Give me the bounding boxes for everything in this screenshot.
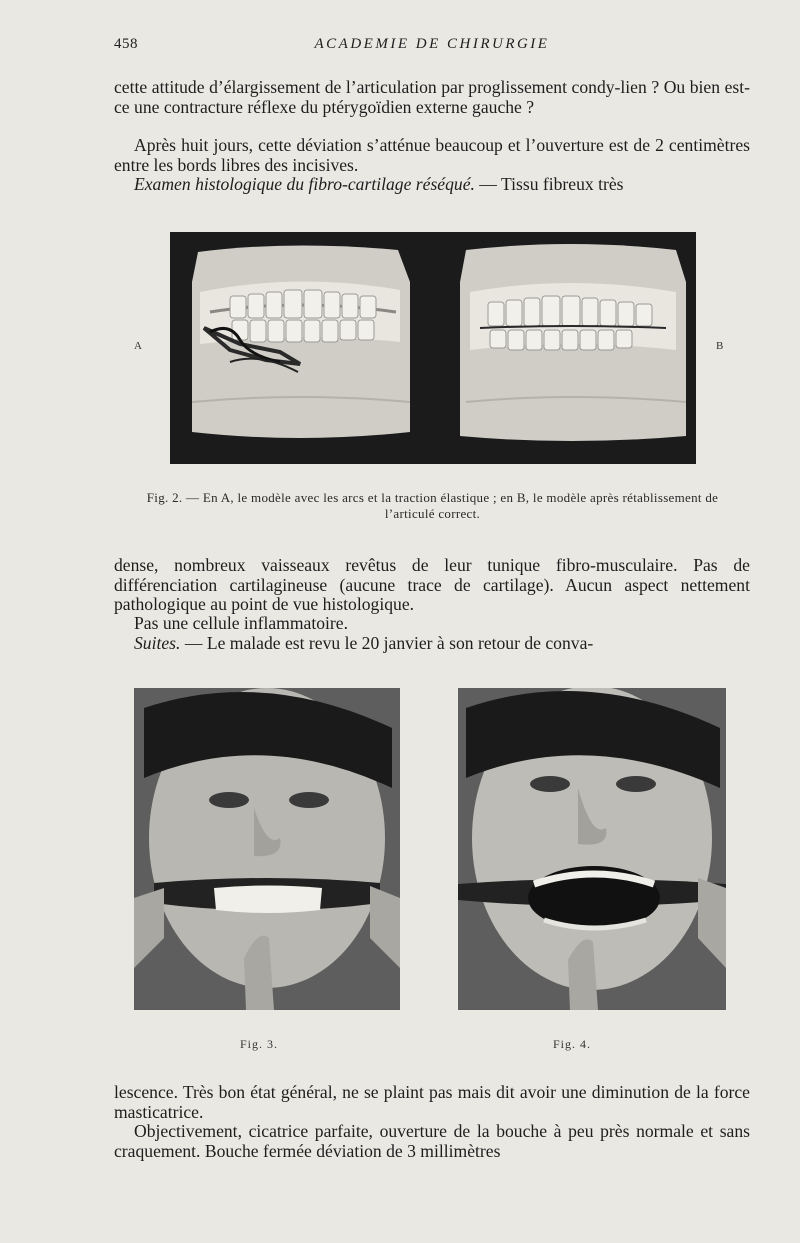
paragraph-convalescence: lescence. Très bon état général, ne se plaint pas mais dit avoir une diminution de la force masticatrice. <box>114 1082 750 1122</box>
histology-text: — Tissu fibreux très <box>474 174 624 194</box>
paragraph-objectively: Objectivement, cicatrice parfaite, ouverture de la bouche à peu près normale et sans craquement. Bouche fermée déviation de 3 millimètres <box>114 1121 750 1161</box>
dental-model-b <box>460 244 686 441</box>
figure-4-face-open-mouth <box>458 688 726 1010</box>
figure-2-caption: Fig. 2. — En A, le modèle avec les arcs et la traction élastique ; en B, le modèle après rétablissement de l’articulé correct. <box>146 490 719 521</box>
suites-text: — Le malade est revu le 20 janvier à son retour de conva- <box>180 633 594 653</box>
paragraph-suites <box>114 634 750 654</box>
page-number: 458 <box>114 36 138 52</box>
figure-3-photograph <box>134 688 400 1010</box>
figure-3-label: Fig. 3. <box>240 1037 279 1051</box>
figure-3-face-closed-mouth <box>134 688 400 1010</box>
figure-4-label: Fig. 4. <box>553 1037 592 1051</box>
paragraph-attitude: cette attitude d’élargissement de l’articulation par proglissement condy-lien ? Ou bien est-ce une contracture réflexe du ptérygoïdien externe gauche ? <box>114 77 750 117</box>
figure-2-label-b: B <box>716 340 724 352</box>
figure-2-photograph <box>170 232 696 464</box>
paragraph-inflammatory: Pas une cellule inflammatoire. <box>134 613 348 633</box>
suites-heading: Suites. <box>134 633 181 653</box>
histology-heading: Examen histologique du fibro-cartilage réséqué. <box>134 174 475 194</box>
journal-title: ACADEMIE DE CHIRURGIE <box>314 36 550 52</box>
paragraph-histology-start <box>114 175 750 195</box>
paragraph-histology-cont: dense, nombreux vaisseaux revêtus de leur tunique fibro-musculaire. Pas de différenciation cartilagineuse (aucune trace de cartilage). Aucun aspect nettement pathologique au point de vue histologique. <box>114 555 750 614</box>
figure-2-label-a: A <box>134 340 142 352</box>
paragraph-deviation: Après huit jours, cette déviation s’atténue beaucoup et l’ouverture est de 2 centimètres entre les bords libres des incisives. <box>114 135 750 175</box>
figure-2-cast-models <box>170 232 696 464</box>
running-head <box>114 36 750 58</box>
figure-4-photograph <box>458 688 726 1010</box>
dental-model-a <box>192 245 410 438</box>
